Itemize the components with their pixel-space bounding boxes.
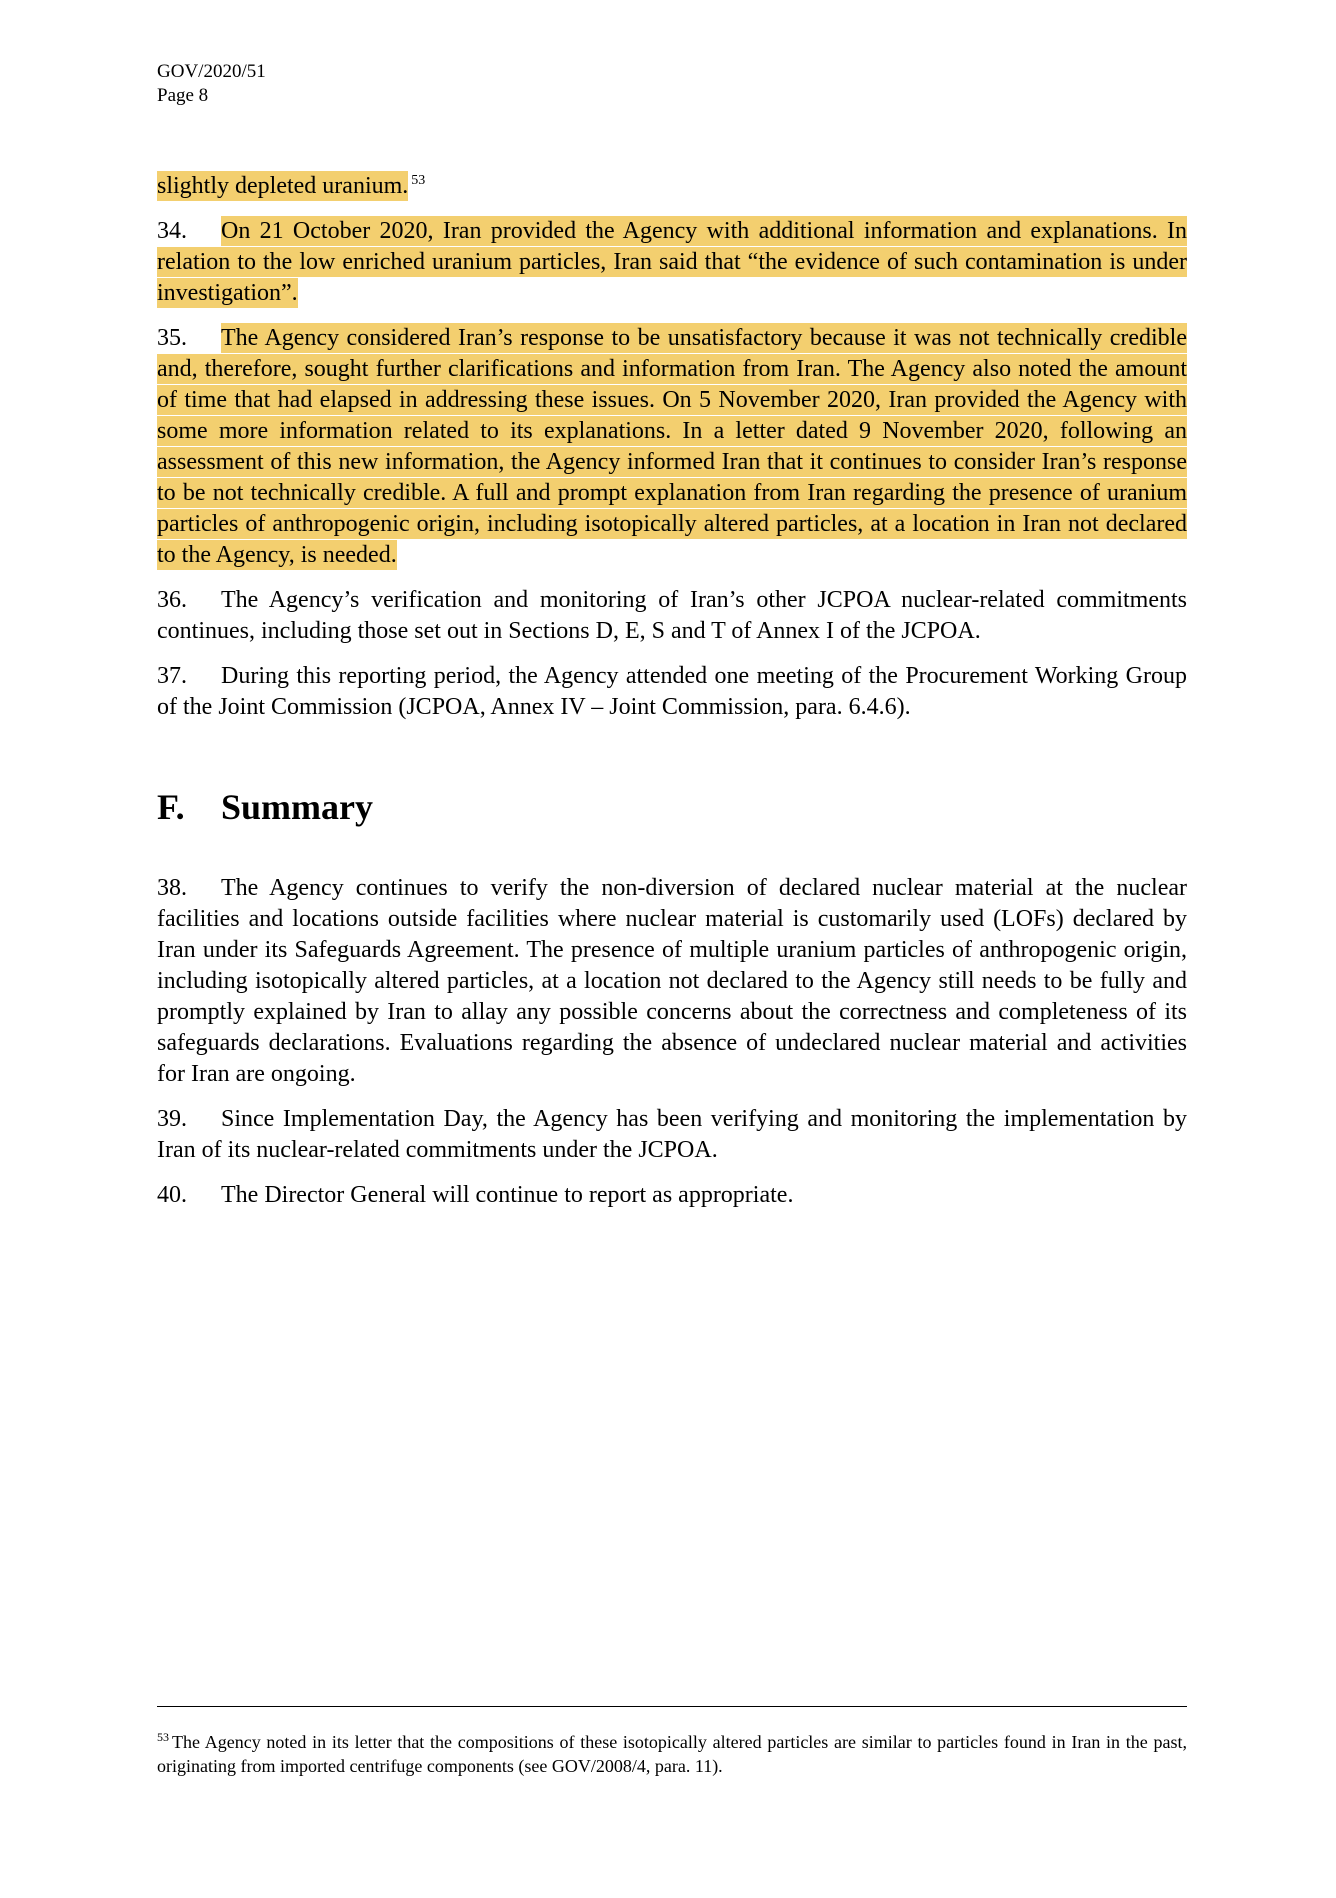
paragraph-text: During this reporting period, the Agency attended one meeting of the Procurement Working Group of the Joint Commission (JCPOA, Annex IV – Joint Commission, para. 6.4.6). — [157, 663, 1187, 720]
page-number: Page 8 — [157, 85, 209, 106]
paragraph-number: 36. — [157, 587, 187, 613]
document-id: GOV/2020/51 — [157, 61, 266, 82]
paragraph-text: The Agency’s verification and monitoring of Iran’s other JCPOA nuclear-related commitments continues, including those set out in Sections D, E, S and T of Annex I of the JCPOA. — [157, 587, 1187, 644]
paragraph-35 — [157, 323, 1187, 571]
section-letter: F. — [157, 787, 185, 827]
paragraph-34 — [157, 216, 1187, 309]
paragraph-number: 40. — [157, 1182, 187, 1208]
section-title: Summary — [221, 787, 373, 827]
paragraph-36 — [157, 585, 1187, 647]
paragraph-37 — [157, 661, 1187, 723]
paragraph-39 — [157, 1104, 1187, 1166]
paragraph-40 — [157, 1180, 1187, 1211]
paragraph-number: 34. — [157, 218, 187, 244]
paragraph-text: The Agency continues to verify the non-diversion of declared nuclear material at the nuclear facilities and locations outside facilities where nuclear material is customarily used (LOFs) declared by Iran under its Safeguards Agreement. The presence of multiple uranium particles of anthropogenic origin, including isotopically altered particles, at a location not declared to the Agency still needs to be fully and promptly explained by Iran to allay any possible concerns about the correctness and completeness of its safeguards declarations. Evaluations regarding the absence of undeclared nuclear material and activities for Iran are ongoing. — [157, 875, 1187, 1087]
paragraph-38 — [157, 873, 1187, 1090]
continued-text: slightly depleted uranium. — [157, 173, 409, 199]
page-header — [157, 60, 266, 108]
footnote-text: The Agency noted in its letter that the compositions of these isotopically altered particles are similar to particles found in Iran in the past, originating from imported centrifuge components (see GOV/2008/4, para. 11). — [157, 1732, 1187, 1776]
document-body — [157, 171, 1187, 1225]
paragraph-text: The Agency considered Iran’s response to be unsatisfactory because it was not technically credible and, therefore, sought further clarifications and information from Iran. The Agency also noted the amount of time that had elapsed in addressing these issues. On 5 November 2020, Iran provided the Agency with some more information related to its explanations. In a letter dated 9 November 2020, following an assessment of this new information, the Agency informed Iran that it continues to consider Iran’s response to be not technically credible. A full and prompt explanation from Iran regarding the presence of uranium particles of anthropogenic origin, including isotopically altered particles, at a location in Iran not declared to the Agency, is needed. — [157, 325, 1187, 568]
section-heading — [157, 785, 1187, 829]
continued-paragraph — [157, 171, 1187, 202]
paragraph-number: 39. — [157, 1106, 187, 1132]
paragraph-text: Since Implementation Day, the Agency has been verifying and monitoring the implementation by Iran of its nuclear-related commitments under the JCPOA. — [157, 1106, 1187, 1163]
footnote-separator — [157, 1706, 1187, 1707]
paragraph-text: On 21 October 2020, Iran provided the Agency with additional information and explanations. In relation to the low enriched uranium particles, Iran said that “the evidence of such contamination is under investigation”. — [157, 218, 1187, 306]
paragraph-number: 37. — [157, 663, 187, 689]
paragraph-text: The Director General will continue to report as appropriate. — [221, 1182, 794, 1208]
paragraph-number: 35. — [157, 325, 187, 351]
highlighted-text — [157, 171, 408, 201]
paragraph-number: 38. — [157, 875, 187, 901]
footnote-reference[interactable]: 53 — [411, 173, 426, 188]
footnote — [157, 1730, 1187, 1778]
footnote-number: 53 — [157, 1730, 169, 1744]
